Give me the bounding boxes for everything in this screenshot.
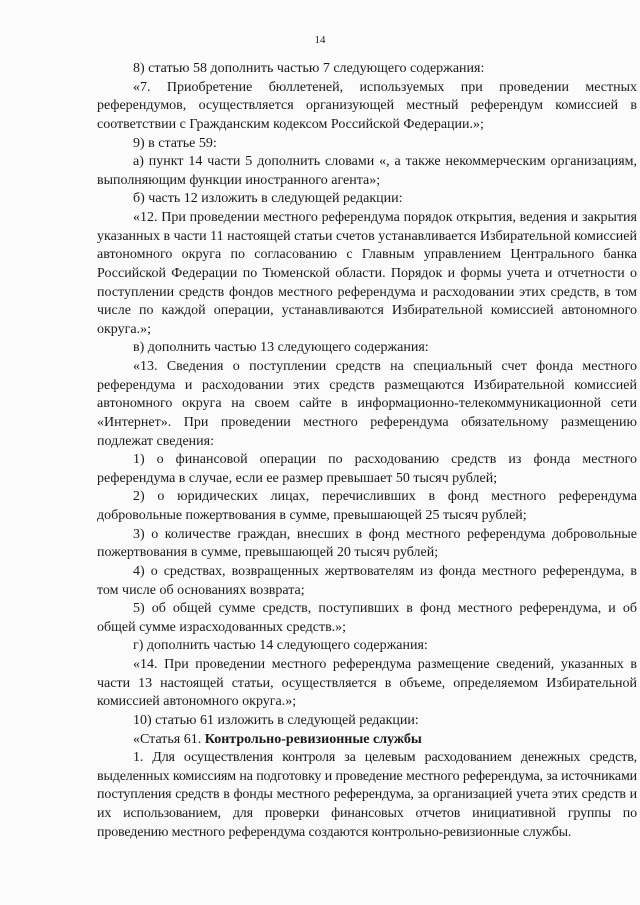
document-body xyxy=(97,60,637,842)
article-heading xyxy=(97,731,637,750)
paragraph-item-10: 10) статью 61 изложить в следующей редакции: xyxy=(133,712,419,728)
paragraph-quote-part-13: «13. Сведения о поступлении средств на специальный счет фонда местного референдума и расходовании этих средств размещаются Избирательной комиссией автономного округа на своем сайте в информационно-телекоммуникационной сети «Интернет». При проведении местного референдума обязательному размещению подлежат сведения: xyxy=(97,359,637,449)
list-item-5: 5) об общей сумме средств, поступивших в фонд местного референдума, и об общей сумме израсходованных средств.»; xyxy=(97,601,637,635)
article-heading-title: Контрольно-ревизионные службы xyxy=(204,731,422,747)
paragraph-subitem-b: б) часть 12 изложить в следующей редакции: xyxy=(133,191,403,207)
paragraph-item-8: 8) статью 58 дополнить частью 7 следующего содержания: xyxy=(133,61,485,76)
list-item-2: 2) о юридических лицах, перечисливших в фонд местного референдума добровольные пожертвования в сумме, превышающей 25 тысяч рублей; xyxy=(97,489,637,523)
paragraph-quote-part-7: «7. Приобретение бюллетеней, используемых при проведении местных референдумов, осуществляется организующей местный референдум комиссией в соответствии с Гражданским кодексом Российской Федерации.»; xyxy=(97,79,637,132)
paragraph-subitem-v: в) дополнить частью 13 следующего содержания: xyxy=(133,340,429,356)
paragraph-subitem-g: г) дополнить частью 14 следующего содержания: xyxy=(133,638,428,654)
paragraph-article-part-1: 1. Для осуществления контроля за целевым расходованием денежных средств, выделенных комиссиям на подготовку и проведение местного референдума, за источниками поступления средств в фонды местного референдума, за организацией учета этих средств и их использованием, для проверки финансовых отчетов инициативной группы по проведению местного референдума создаются контрольно-ревизионные службы. xyxy=(97,750,637,840)
list-item-4: 4) о средствах, возвращенных жертвователям из фонда местного референдума, в том числе об основаниях возврата; xyxy=(97,563,637,598)
list-item-3: 3) о количестве граждан, внесших в фонд местного референдума добровольные пожертвования в сумме, превышающей 20 тысяч рублей; xyxy=(97,526,637,561)
list-item-1: 1) о финансовой операции по расходованию средств из фонда местного референдума в случае, если ее размер превышает 50 тысяч рублей; xyxy=(97,452,637,486)
paragraph-quote-part-14: «14. При проведении местного референдума размещение сведений, указанных в части 13 настоящей статьи, осуществляется в объеме, определяемом Избирательной комиссией автономного округа.»; xyxy=(97,657,637,710)
paragraph-item-9: 9) в статье 59: xyxy=(133,135,217,151)
paragraph-subitem-a: а) пункт 14 части 5 дополнить словами «, а также некоммерческим организациям, выполняющим функции иностранного агента»; xyxy=(97,154,637,188)
page-number: 14 xyxy=(314,34,326,46)
paragraph-quote-part-12: «12. При проведении местного референдума порядок открытия, ведения и закрытия указанных в части 11 настоящей статьи счетов устанавливается Избирательной комиссией автономного округа по согласованию с Главным управлением Центрального банка Российской Федерации по Тюменской области. Порядок и формы учета и отчетности о поступлении средств фондов местного референдума и расходовании этих средств, в том числе по каждой операции, устанавливаются Избирательной комиссией автономного округа.»; xyxy=(97,210,637,337)
article-heading-prefix: «Статья 61. xyxy=(133,731,205,747)
